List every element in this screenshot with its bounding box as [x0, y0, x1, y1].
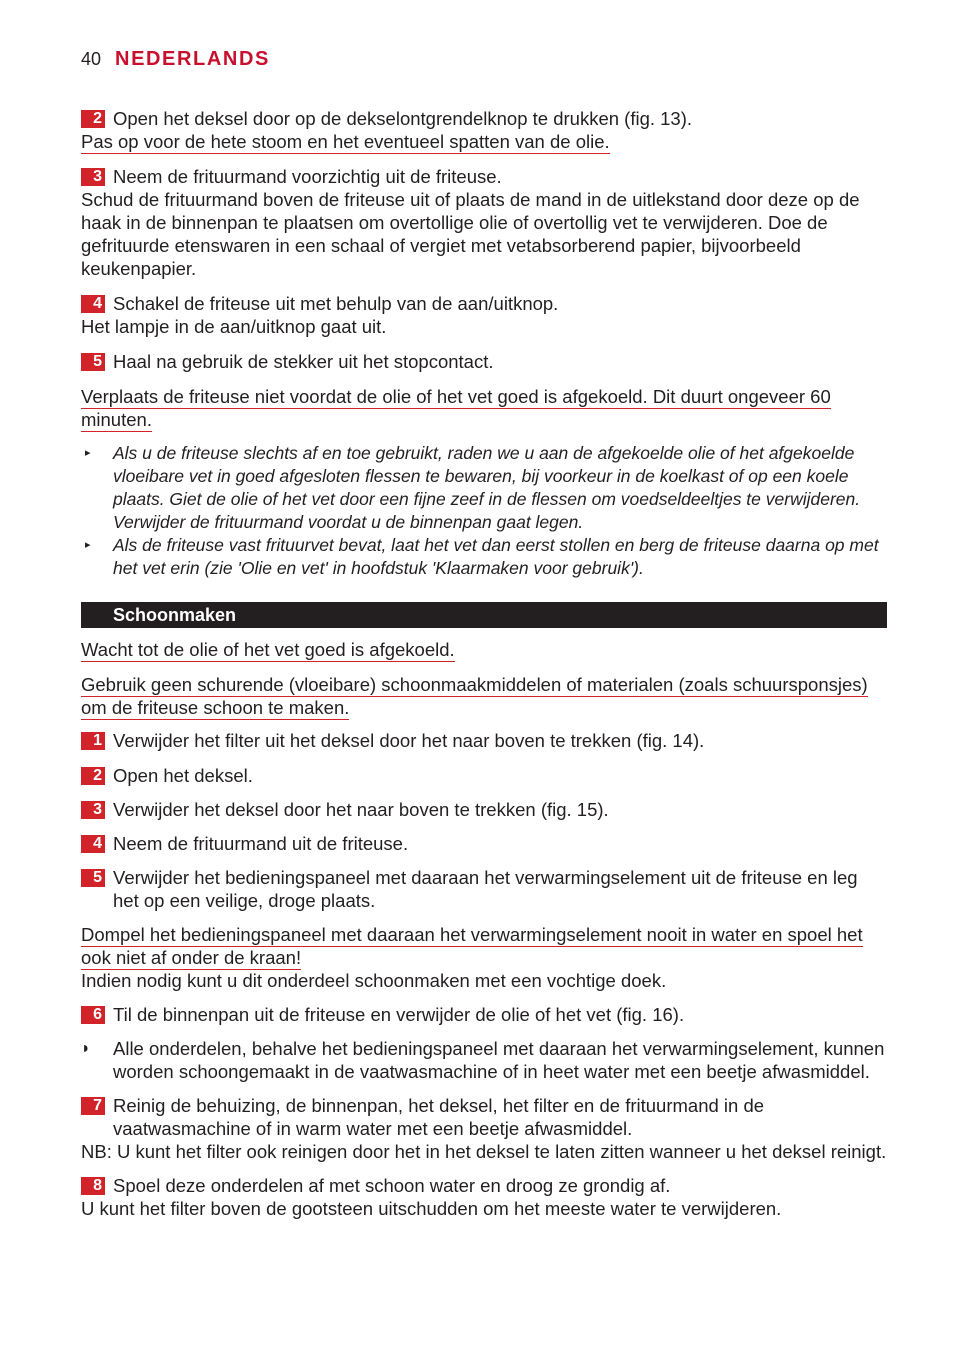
- cleaning-step-2: [81, 764, 887, 787]
- step-text: Til de binnenpan uit de friteuse en verwijder de olie of het vet (fig. 16).: [113, 1004, 685, 1025]
- cleaning-step-8: [81, 1174, 887, 1197]
- step-number-badge: 4: [81, 295, 105, 313]
- step-number-badge: 6: [81, 1006, 105, 1024]
- cleaning-step-4: [81, 832, 887, 855]
- page-number: 40: [81, 49, 102, 69]
- step-text: Verwijder het deksel door het naar boven te trekken (fig. 15).: [113, 799, 609, 820]
- warning-steam: [81, 130, 887, 153]
- step-number-badge: 3: [81, 801, 105, 819]
- step-2-open-lid: [81, 107, 887, 130]
- step-3-remove-basket: [81, 165, 887, 188]
- warning-no-water: [81, 923, 887, 969]
- step-text: Open het deksel door op de dekselontgrendelknop te drukken (fig. 13).: [113, 108, 693, 129]
- warning-text: Wacht tot de olie of het vet goed is afgekoeld.: [81, 639, 455, 660]
- warning-text: Gebruik geen schurende (vloeibare) schoonmaakmiddelen of materialen (zoals schuursponsjes) om de friteuse schoon te maken.: [81, 674, 868, 718]
- shake-filter-note: U kunt het filter boven de gootsteen uitschudden om het meeste water te verwijderen.: [81, 1198, 782, 1219]
- step-text: Open het deksel.: [113, 765, 253, 786]
- step-text: Verwijder het bedieningspaneel met daaraan het verwarmingselement uit de friteuse en leg het op een veilige, droge plaats.: [113, 867, 858, 911]
- cleaning-step-6: [81, 1003, 887, 1026]
- warning-text: Verplaats de friteuse niet voordat de olie of het vet goed is afgekoeld. Dit duurt ongeveer 60 minuten.: [81, 386, 831, 430]
- warning-no-abrasive: [81, 673, 887, 719]
- cleaning-step-7: [81, 1094, 887, 1140]
- step-number-badge: 4: [81, 835, 105, 853]
- cleaning-step-5: [81, 866, 887, 912]
- step-number-badge: 3: [81, 168, 105, 186]
- step-text: Neem de frituurmand uit de friteuse.: [113, 833, 409, 854]
- step-number-badge: 7: [81, 1097, 105, 1115]
- dishwasher-bullet: [81, 1037, 887, 1083]
- tip-text: Als de friteuse vast frituurvet bevat, laat het vet dan eerst stollen en berg de friteuse daarna op met het vet erin (zie 'Olie en vet' in hoofdstuk 'Klaarmaken voor gebruik').: [113, 535, 879, 578]
- step-3-description: Schud de frituurmand boven de friteuse uit of plaats de mand in de uitlekstand door deze op de haak in de binnenpan te plaatsen om overtollige olie of overtollig vet te verwijderen. Doe de gefrituurde etenswaren in een schaal of vergiet met vetabsorberend papier, bijvoorbeeld keukenpapier.: [81, 189, 860, 279]
- step-number-badge: 2: [81, 110, 105, 128]
- page-content: [81, 107, 887, 1220]
- tip-item: [81, 442, 887, 534]
- tip-text: Als u de friteuse slechts af en toe gebruikt, raden we u aan de afgekoelde olie of het afgekoelde vloeibare vet in goed afgesloten flessen te bewaren, bij voorkeur in de koelkast of op een koele plaats. Giet de olie of het vet door een fijne zeef in de flessen om voedseldeeltjes te verwijderen. Verwijder de frituurmand voordat u de binnenpan gaat legen.: [113, 443, 861, 532]
- step-text: Schakel de friteuse uit met behulp van de aan/uitknop.: [113, 293, 559, 314]
- step-number-badge: 8: [81, 1177, 105, 1195]
- step-text: Haal na gebruik de stekker uit het stopcontact.: [113, 351, 494, 372]
- step-5-unplug: [81, 350, 887, 373]
- section-heading-cleaning: Schoonmaken: [81, 602, 887, 628]
- step-number-badge: 1: [81, 732, 105, 750]
- cleaning-step-3: [81, 798, 887, 821]
- triangle-bullet-icon: ▸: [85, 539, 91, 551]
- step-text: Verwijder het filter uit het deksel door het naar boven te trekken (fig. 14).: [113, 730, 705, 751]
- cleaning-step-1: [81, 729, 887, 752]
- page-header: [81, 48, 270, 74]
- bullet-text: Alle onderdelen, behalve het bedieningspaneel met daaraan het verwarmingselement, kunnen worden schoongemaakt in de vaatwasmachine of in heet water met een beetje afwasmiddel.: [113, 1038, 885, 1082]
- step-text: Reinig de behuizing, de binnenpan, het deksel, het filter en de frituurmand in de vaatwasmachine of in warm water met een beetje afwasmiddel.: [113, 1095, 765, 1139]
- warning-text: Dompel het bedieningspaneel met daaraan het verwarmingselement nooit in water en spoel het ook niet af onder de kraan!: [81, 924, 863, 968]
- step-4-description: Het lampje in de aan/uitknop gaat uit.: [81, 316, 387, 337]
- step-number-badge: 2: [81, 767, 105, 785]
- warning-wait-cool: [81, 638, 887, 661]
- warning-cooling: [81, 385, 887, 431]
- warning-text: Pas op voor de hete stoom en het eventueel spatten van de olie.: [81, 131, 610, 152]
- filter-note: NB: U kunt het filter ook reinigen door het in het deksel te laten zitten wanneer u het deksel reinigt.: [81, 1141, 887, 1162]
- step-number-badge: 5: [81, 869, 105, 887]
- tip-item: [81, 534, 887, 580]
- damp-cloth-note: Indien nodig kunt u dit onderdeel schoonmaken met een vochtige doek.: [81, 970, 667, 991]
- step-4-switch-off: [81, 292, 887, 315]
- bullet-mark-icon: ◗: [81, 1040, 91, 1057]
- language-heading: NEDERLANDS: [115, 48, 270, 70]
- step-number-badge: 5: [81, 353, 105, 371]
- step-text: Spoel deze onderdelen af met schoon water en droog ze grondig af.: [113, 1175, 671, 1196]
- step-text: Neem de frituurmand voorzichtig uit de friteuse.: [113, 166, 502, 187]
- triangle-bullet-icon: ▸: [85, 447, 91, 459]
- tips-list: [81, 442, 887, 580]
